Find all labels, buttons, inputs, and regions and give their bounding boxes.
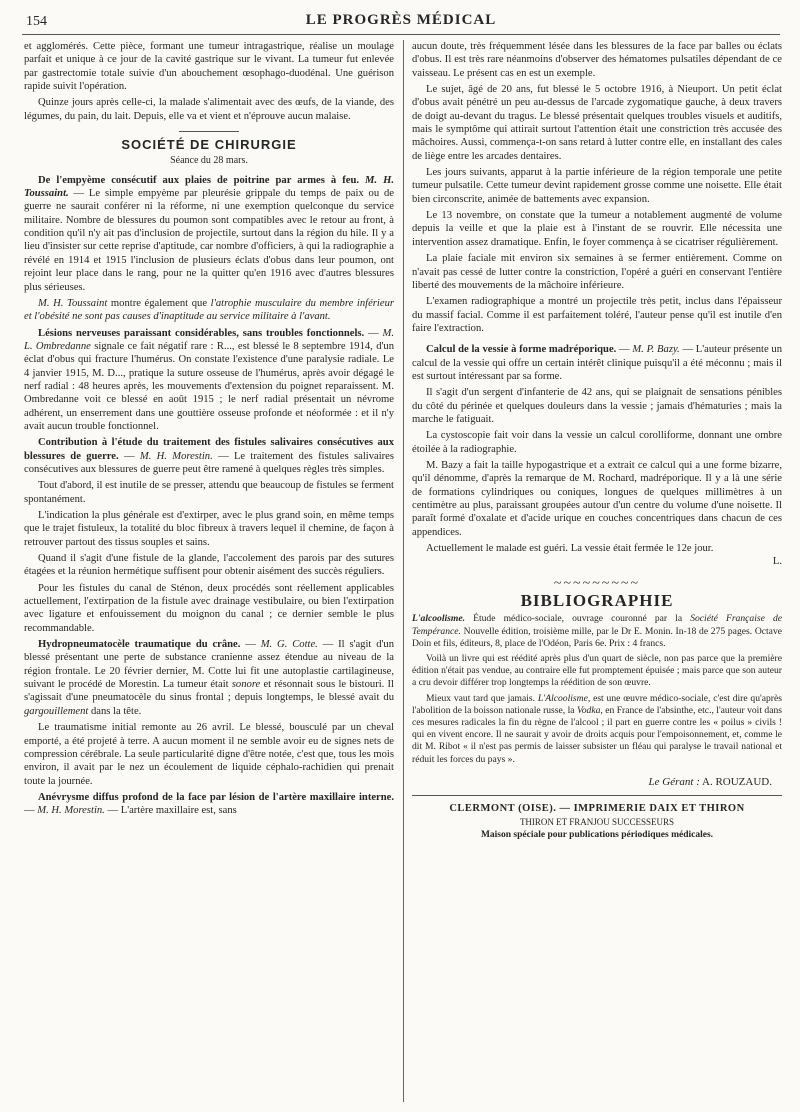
review-italic: Vodka xyxy=(576,704,601,716)
paragraph: aucun doute, très fréquemment lésée dans les blessures de la face par balles ou éclats d'obus. Il est très rare néanmoins d'observer des hématomes pulsatiles dépendant de ce vaisseau. Le présent cas en est un exemple. xyxy=(412,41,782,79)
paragraph: Le 13 novembre, on constate que la tumeur a notablement augmenté de volume depuis la veille et que la plaie est à l'instant de se rouvrir. Elle nécessita une intervention assez dramatique. Enfin, le foyer commença à se cicatriser régulièrement. xyxy=(412,210,782,248)
article-author: M. H. Morestin. xyxy=(139,450,213,462)
paragraph: et agglomérés. Cette pièce, formant une tumeur intragastrique, réalise un moulage parfait et unique à ce jour de la cavité gastrique sur le vivant. La tumeur fut enlevée par gastrectomie totale suivie d'un abouchement œsophago-duodénal. Une guérison rapide suivit l'opération. xyxy=(24,41,394,93)
printer-line: CLERMONT (OISE). — IMPRIMERIE DAIX ET THIRON xyxy=(449,803,745,815)
paragraph: La plaie faciale mit environ six semaines à se fermer entièrement. Comme on n'avait pas cessé de lutter contre la constriction, l'opéré a guéri en conservant l'entière liberté des mouvements de la mâchoire inférieure. xyxy=(412,253,782,291)
article-italic-text: gargouillement xyxy=(24,705,89,717)
paragraph: Pour les fistules du canal de Sténon, deux procédés sont réellement applicables actuellement, l'extirpation de la fistule avec drainage vestibulaire, ou bien l'extirpation avec ligature et enfouissement du moignon du canal ; ce dernier semble le plus recommandable. xyxy=(24,582,394,634)
book-title: L'alcoolisme. xyxy=(412,613,466,625)
paragraph: La cystoscopie fait voir dans la vessie un calcul corolliforme, donnant une ombre étoilée à la radiographie. xyxy=(412,430,782,455)
paragraph: L'examen radiographique a montré un projectile très petit, inclus dans l'épaisseur du massif facial. Comme il est parfaitement toléré, l'auteur pense qu'il est inutile d'en faire l'extraction. xyxy=(412,296,782,334)
review-text: Mieux vaut tard que jamais. xyxy=(426,692,538,704)
article-italic-text: l'atrophie musculaire du membre inférieur et l'obésité ne sont pas causes d'inaptitude au service militaire à l'avant. xyxy=(24,297,394,323)
article-title: Calcul de la vessie à forme madréporique. xyxy=(426,344,617,356)
bibliography-entry xyxy=(412,613,782,765)
article-author: M. P. Bazy. xyxy=(632,344,680,356)
article-calcul: Calcul de la vessie à forme madréporique. — M. P. Bazy. — L'auteur présente un calcul de la vessie qui offre un certain intérêt clinique puisqu'il a été méconnu ; mais il est surtout intéressant par sa forme. xyxy=(412,344,782,382)
article-text: — Le simple empyème par pleurésie grippale du temps de paix ou de guerre ne saurait conférer ni la réforme, ni une exemption quelconque du service militaire. Nombre de blessures du poumon sont compatibles avec le retour au front, à condition qu'il n'y ait pas d'inclusion de projectile, surtout dans la région du hile. Il y a lieu d'insister sur cette reprise d'aptitude, car nombre d'officiers, à qui la radiographie a révélé en 1914 et 1915 l'inclusion de plusieurs éclats d'obus dans leur poumon, ont rejoint leur place dans le rang, pour ne la quitter qu'en 1916 avec d'autres blessures plus sérieuses. xyxy=(24,188,394,293)
column-divider xyxy=(403,40,404,1102)
article-title: Anévrysme diffus profond de la face par lésion de l'artère maxillaire interne. xyxy=(38,791,394,803)
separator xyxy=(179,131,239,132)
session-date: Séance du 28 mars. xyxy=(170,155,248,167)
page-header xyxy=(22,10,780,35)
article-author: M. H. Toussaint xyxy=(38,297,108,309)
printer-successors: THIRON ET FRANJOU SUCCESSEURS xyxy=(519,816,675,827)
article-empyeme-p2 xyxy=(24,297,394,324)
printer-imprint xyxy=(412,795,782,842)
gerant-signature xyxy=(412,776,772,789)
review-italic: L'Alcoolisme xyxy=(537,692,588,704)
reference-text: Nouvelle édition, troisième mille, par le Dr E. Monin. In-18 de 275 pages. Octave Doin et fils, éditeurs, 8, place de l'Odéon, Paris 6e. Prix : 4 francs. xyxy=(412,625,782,649)
paragraph: Les jours suivants, apparut à la partie inférieure de la région temporale une petite tumeur pulsatile. Cette tumeur devint rapidement grosse comme une noisette. Elle était bien circonscrite, animée de battements avec expansion. xyxy=(412,167,782,205)
bibliography-reference xyxy=(412,613,782,650)
article-title: Hydropneumatocèle traumatique du crâne. xyxy=(38,639,241,651)
page-number: 154 xyxy=(26,14,47,29)
paragraph: Actuellement le malade est guéri. La vessie était fermée le 12e jour. xyxy=(426,543,714,555)
ornament-divider: ~~~~~~~~~ xyxy=(553,575,641,591)
article-text: — Le traitement des fistules salivaires consécutives aux blessures de guerre peut être ramené à quelques règles très simples. xyxy=(24,450,394,475)
reference-text: Étude médico-sociale, ouvrage couronné par la xyxy=(465,613,691,625)
paragraph: L'indication la plus générale est d'extirper, avec le plus grand soin, en même temps que le trajet fistuleux, la totalité du bloc fibreux à travers lequel il chemine, de façon à retrouver partout des tissus souples et sains. xyxy=(24,510,394,548)
paragraph: Quinze jours après celle-ci, la malade s'alimentait avec des œufs, de la viande, des légumes, du pain, du lait. Depuis, elle va et vient et n'éprouve aucun malaise. xyxy=(24,97,394,122)
article-text: signale ce fait négatif rare : R..., est blessé le 8 septembre 1914, d'un éclat d'obus qui fracture l'humérus. On constate l'existence d'une paralysie radiale. Le 4 janvier 1915, M. D..., pratique la suture osseuse de l'humérus, après avoir dégagé le nerf radial : 48 heures après, les mouvements d'extension du poignet reparaissent. M. Ombredanne voit ce blessé en août 1915 ; le nerf radial présentait un névrome adhérent, un enserrement dans une gouttière osseuse profonde et néoformée : et il n'y avait aucun trouble fonctionnel. xyxy=(24,340,394,432)
article-author: M. H. Morestin. xyxy=(37,805,105,817)
article-author: M. G. Cotte. xyxy=(260,639,318,651)
paragraph: Le sujet, âgé de 20 ans, fut blessé le 5 octobre 1916, à Nieuport. Un petit éclat d'obus avait pénétré un peu au-dessus de l'arcade zygomatique gauche, à deux travers de doigt au-devant du tragus. Le blessé présentait quelques troubles visuels et auditifs, mais le symptôme qui attirait surtout l'attention était une constriction très accusée des mâchoires. Aussi, commença-t-on sans retard à lutter contre elle, en installant des cales de liège entre les arcades dentaires. xyxy=(412,84,782,162)
society-name: Société Française de Tempérance. xyxy=(412,613,782,637)
paragraph: Le traumatisme initial remonte au 26 avril. Le blessé, bousculé par un cheval emporté, a été projeté à terre. A aucun moment il ne semble avoir eu de signes nets de compression cérébrale. La seule particularité digne d'être notée, c'est que, tous les mois environ, il avait par le nez un écoulement de liquide céphalo-rachidien qui prenait toute la journée. xyxy=(24,722,394,787)
article-anevrysme: Anévrysme diffus profond de la face par lésion de l'artère maxillaire interne. — M. H. Morestin. — L'artère maxillaire est, sans xyxy=(24,791,394,817)
article-title: Contribution à l'étude du traitement des fistules salivaires consécutives aux blessures de guerre. xyxy=(24,437,394,462)
article-hydropneumatocele: Hydropneumatocèle traumatique du crâne. — M. G. Cotte. — Il s'agit d'un blessé présentant une perte de substance cranienne assez étendue au niveau de la région frontale. Le 20 février dernier, M. Cotte lui fit une autoplastie cartilagineuse, suivant le procédé de Morestin. La tumeur était sonore et résonnait sous le bistouri. Il s'agissait d'une pneumatocèle du sinus frontal ; depuis longtemps, le blessé avait du gargouillement dans la tête. xyxy=(24,639,394,717)
article-signature: L. xyxy=(772,556,782,568)
article-text: dans la tête. xyxy=(88,705,142,717)
article-author: M. H. Toussaint. xyxy=(24,174,394,200)
paragraph: Tout d'abord, il est inutile de se presser, attendu que beaucoup de fistules se ferment spontanément. xyxy=(24,480,394,505)
gerant-name: A. ROUZAUD. xyxy=(702,775,772,788)
paragraph: Quand il s'agit d'une fistule de la glande, l'accolement des parois par des sutures étagées et la réunion hermétique suffisent pour obtenir aisément des succès réguliers. xyxy=(24,553,394,578)
paragraph: M. Bazy a fait la taille hypogastrique et a extrait ce calcul qui a une forme bizarre, qu'il dénomme, d'après la remarque de M. Rochard, madréporique. Il y a là une série de formations cylindriques ou coniques, longues de quelques millimètres à un centimètre au plus, paraissant groupées autour d'un centre du volume d'une noisette. Il paraît formé d'oxalate et d'acide urique en couches concentriques dans chacun de ces appendices. xyxy=(412,459,782,538)
article-lesions: Lésions nerveuses paraissant considérables, sans troubles fonctionnels. — M. L. Ombredanne signale ce fait négatif rare : R..., est blessé le 8 septembre 1914, d'un éclat d'obus qui fracture l'humérus. On constate l'existence d'une paralysie radiale. Le 4 janvier 1915, M. D..., pratique la suture osseuse de l'humérus, après avoir dégagé le nerf radial : 48 heures après, les mouvements d'extension du poignet reparaissent. M. Ombredanne voit ce blessé en août 1915 ; le nerf radial présentait un névrome adhérent, un enserrement dans une gouttière osseuse profonde et néoformée : et il n'y avait aucun trouble fonctionnel. xyxy=(24,327,394,432)
article-italic-text: sonore xyxy=(231,679,261,691)
printer-specialty: Maison spéciale pour publications périodiques médicales. xyxy=(480,829,714,840)
running-title: LE PROGRÈS MÉDICAL xyxy=(305,12,497,28)
article-text: montre également que xyxy=(107,297,211,309)
review-text: , est une œuvre médico-sociale, c'est dire qu'après l'abolition de la boisson nationale russe, la xyxy=(412,692,782,716)
left-column xyxy=(24,40,394,1106)
paragraph: Il s'agit d'un sergent d'infanterie de 42 ans, qui se plaignait de sensations pénibles du côté du périnée et quelques douleurs dans la vessie ; jamais d'hématuries ; mais la marche le fatiguait. xyxy=(412,387,782,425)
society-title: SOCIÉTÉ DE CHIRURGIE xyxy=(121,137,297,153)
article-title: Lésions nerveuses paraissant considérables, sans troubles fonctionnels. xyxy=(38,327,365,339)
article-text: — L'artère maxillaire est, sans xyxy=(104,805,237,817)
gerant-label: Le Gérant : xyxy=(648,775,700,788)
article-author: M. L. Ombredanne xyxy=(24,327,394,352)
article-title: De l'empyème consécutif aux plaies de poitrine par armes à feu. xyxy=(38,174,359,186)
article-text: — Il s'agit d'un blessé présentant une perte de substance cranienne assez étendue au niveau de la région frontale. Le 20 février dernier, M. Cotte lui fit une autoplastie cartilagineuse, suivant le procédé de Morestin. La tumeur était xyxy=(24,639,394,691)
article-text: — L'auteur présente un calcul de la vessie qui offre un certain intérêt clinique puisqu'il a été méconnu ; mais il est surtout intéressant par sa forme. xyxy=(412,344,782,382)
review-paragraph xyxy=(412,693,782,766)
bibliography-title: BIBLIOGRAPHIE xyxy=(520,591,674,611)
right-column xyxy=(412,40,782,1106)
article-fistules: Contribution à l'étude du traitement des fistules salivaires consécutives aux blessures de guerre. — M. H. Morestin. — Le traitement des fistules salivaires consécutives aux blessures de guerre peut être ramené à quelques règles très simples. xyxy=(24,437,394,475)
review-paragraph: Voilà un livre qui est réédité après plus d'un quart de siècle, non pas parce que la première édition n'était pas vendue, au contraire elle fut promptement épuisée ; mais parce que son auteur a cru devoir différer trop longtemps la réédition de son œuvre. xyxy=(412,653,782,689)
review-text: , en France de l'absinthe, etc., l'auteur voit dans ces mesures radicales la fin du règne de l'alcool ; il part en guerre contre les « poilus » civils ! qui en vivent encore. Il ne saurait y avoir de droits acquis pour l'empoisonnement, et, comme le dit M. Ribot « il n'est pas permis de laisser subsister un fléau qui paralyse le travail national et réduit les forces du pays ». xyxy=(412,704,782,765)
article-empyeme xyxy=(24,174,394,294)
article-text: et résonnait sous le bistouri. Il s'agissait d'une pneumatocèle du sinus frontal ; depuis longtemps, le blessé avait du xyxy=(24,679,394,704)
